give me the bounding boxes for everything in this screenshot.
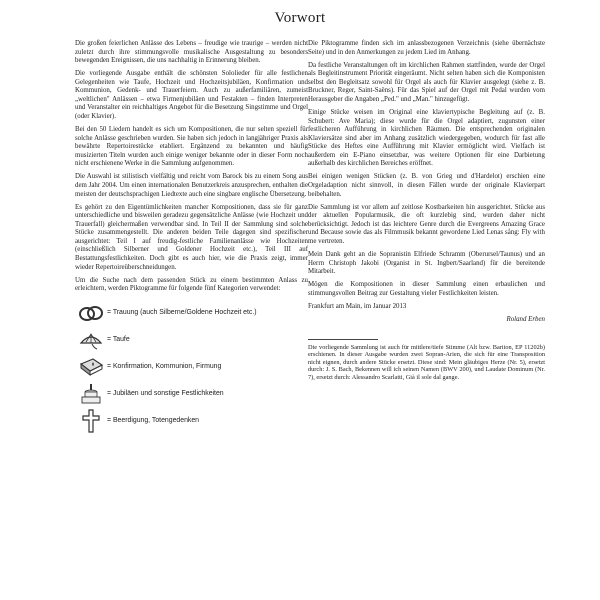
paragraph: Einige Stücke weisen im Original eine klaviertypische Begleitung auf (z. B. Schubert: Ave Maria); diese wurde für die Orgel adaptiert, zugunsten einer festlicheren Aufführung in kirchlichen Räumen. Die entsprechenden originalen Klaviersätze sind aber im Anhang zusätzlich wiedergegeben, wodurch für fast alle Stücke des Heftes eine Aufführung mit Klavier ermöglicht wird. Vielfach ist außerdem ein E-Piano einsetzbar, was weitere Optionen für eine Darbietung außerhalb des kirchlichen Bereiches eröffnet. bbox=[308, 109, 545, 168]
pictogram-label: = Trauung (auch Silberne/Goldene Hochzeit etc.) bbox=[107, 308, 257, 316]
paragraph: Die Auswahl ist stilistisch vielfältig und reicht vom Barock bis zu einem Song aus dem Jahr 2004. Um einen internationalen Benutzerkreis anzusprechen, enthalten die meisten der deutschsprachigen Liedtexte auch eine singbare englische Übersetzung. bbox=[75, 173, 308, 198]
paragraph: Mögen die Kompositionen in dieser Sammlung einen erbaulichen und stimmungsvollen Beitrag zur Gestaltung vieler Festlichkeiten leisten. bbox=[308, 281, 545, 297]
footnote-divider bbox=[308, 339, 378, 340]
pictogram-row bbox=[75, 354, 308, 381]
pictogram-label: = Jubiläen und sonstige Festlichkeiten bbox=[107, 389, 224, 397]
pictogram-label: = Beerdigung, Totengedenken bbox=[107, 416, 200, 424]
pictogram-label: = Konfirmation, Kommunion, Firmung bbox=[107, 362, 222, 370]
paragraph: Bei den 50 Liedern handelt es sich um Kompositionen, die nur selten speziell für solche Anlässe geschrieben wurden. Sie haben sich jedoch in langjähriger Praxis als bewährte Repertoirestücke etabliert. Ergänzend zu bekannten und häufig musizierten Titeln wurden auch einige weniger bekannte oder in dieser Form noch nicht erschienene Werke in die Sammlung aufgenommen. bbox=[75, 126, 308, 168]
cake-icon bbox=[75, 381, 107, 407]
pictogram-legend bbox=[75, 300, 308, 435]
paragraph: Um die Suche nach dem passenden Stück zu einem bestimmten Anlass zu erleichtern, werden Piktogramme für folgende fünf Kategorien verwendet: bbox=[75, 276, 308, 293]
paragraph: Mein Dank geht an die Sopranistin Elfriede Schramm (Oberursel/Taunus) und an Herrn Christoph Jakobi (Organist in St. Ingbert/Saarland) für die bereitende Mitarbeit. bbox=[308, 251, 545, 276]
signature: Roland Erben bbox=[506, 316, 545, 324]
baptism-shell-icon bbox=[75, 327, 107, 353]
left-column bbox=[75, 40, 308, 435]
pictogram-label: = Taufe bbox=[107, 335, 130, 343]
paragraph: Die Sammlung ist vor allem auf zeitlose Kostbarkeiten hin ausgerichtet. Stücke aus der aktuellen Popularmusik, die oft kurzlebig sind, wurden daher nicht berücksichtigt. Jedoch ist das leichtere Genre durch die Evergreens Amazing Grace und Because sowie das als Filmmusik bekannt gewordene Lied Lenas sång: Fly with me vertreten. bbox=[308, 203, 545, 245]
paragraph: Die großen feierlichen Anlässe des Lebens – freudige wie traurige – werden nicht zuletzt durch ihre stimmungsvolle musikalische Ausgestaltung zu besonders bewegenden Ereignissen, die uns nachhaltig in Erinnerung bleiben. bbox=[75, 40, 308, 65]
pictogram-row bbox=[75, 327, 308, 354]
paragraph: Da festliche Veranstaltungen oft im kirchlichen Rahmen stattfinden, wurde der Orgel als Begleitinstrument Priorität eingeräumt. Nicht selten haben sich die Komponisten selbst den Begleitsatz sowohl für Orgel als auch für Klavier ausgelegt (siehe z. B. Bruckner, Reger, Saint-Saëns). Für das Spiel auf der Orgel mit Pedal wurden vom Herausgeber die Angaben „Ped." und „Man." hinzugefügt. bbox=[308, 61, 545, 103]
paragraph: Die vorliegende Ausgabe enthält die schönsten Sololieder für alle festlichen Gelegenheiten wie Taufe, Hochzeit und Hochzeitsjubiläen, Konfirmation und Kommunion, Gedenk- und Trauerfeiern. Auch zu außerfamiliären, zumeist „weltlichen" Anlässen – etwa Firmenjubiläen und Festakten – finden Interpreten und Veranstalter ein reichhaltiges Angebot für die Besetzung Singstimme und Orgel (oder Klavier). bbox=[75, 70, 308, 120]
pictogram-row bbox=[75, 300, 308, 327]
cross-icon bbox=[75, 408, 107, 434]
rings-icon bbox=[75, 300, 107, 326]
paragraph: Die Piktogramme finden sich im anlassbezogenen Verzeichnis (siehe übernächste Seite) und in den Anmerkungen zu jedem Lied im Anhang. bbox=[308, 40, 545, 56]
pictogram-row bbox=[75, 408, 308, 435]
footnote: Die vorliegende Sammlung ist auch für mittlere/tiefe Stimme (Alt bzw. Bariton, EP 11202b) erschienen. In dieser Ausgabe wurden zwei Sopran-Arien, die sich für eine Transposition nicht eignen, durch andere Stücke ersetzt. Diese sind: Mein gläubiges Herze (Nr. 5), ersetzt durch: J. S. Bach, Bekennen will ich seinen Namen (BWV 200), und Laudate Dominum (Nr. 7), ersetzt durch: Alessandro Scarlatti, Già il sole dal gange. bbox=[308, 343, 545, 381]
right-column bbox=[308, 40, 545, 386]
page-title: Vorwort bbox=[274, 10, 326, 26]
pictogram-row bbox=[75, 381, 308, 408]
paragraph: Bei einigen wenigen Stücken (z. B. von Grieg und d'Hardelot) erschien eine Orgeladaption nicht sinnvoll, in diesen Fällen wurde der originale Klavierpart beibehalten. bbox=[308, 173, 545, 198]
place-date: Frankfurt am Main, im Januar 2013 bbox=[308, 302, 407, 310]
paragraph: Es gehört zu den Eigentümlichkeiten mancher Kompositionen, dass sie für ganz unterschiedliche und bisweilen geradezu gegensätzliche Anlässe (wie Hochzeit und Trauerfall) gleichermaßen verwendbar sind. In Teil II der Sammlung sind solche Stücke zusammengestellt. Die anderen beiden Teile dagegen sind spezifischer ausgerichtet: Teil I auf freudig-festliche Familienanlässe wie Hochzeiten (einschließlich Silberner und Goldener Hochzeit etc.), Teil III auf Bestattungsfestlichkeiten. Doch gibt es auch hier, wie die Praxis zeigt, immer wieder Repertoireüberschneidungen. bbox=[75, 203, 308, 271]
bible-icon bbox=[75, 354, 107, 380]
